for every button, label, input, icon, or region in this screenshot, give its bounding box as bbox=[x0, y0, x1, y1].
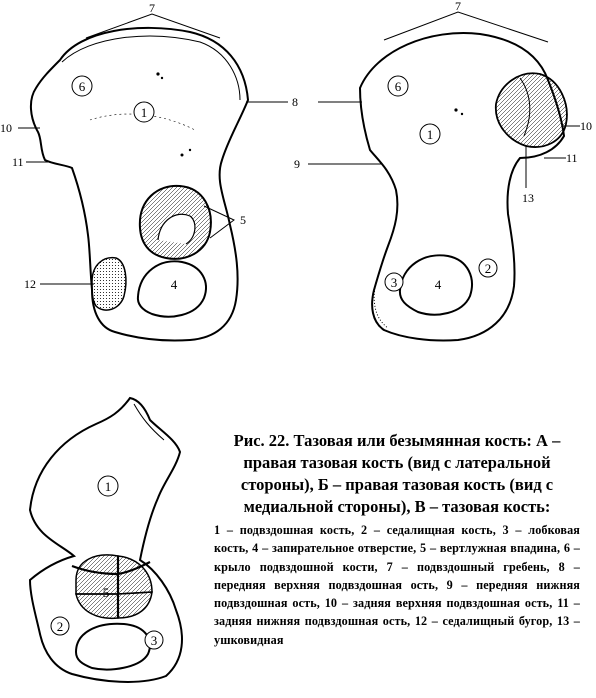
panel-a-label-6: 6 bbox=[78, 79, 86, 94]
panel-a-label-5: 5 bbox=[240, 213, 246, 227]
panel-a-label-11: 11 bbox=[12, 155, 24, 169]
panel-b-label-9: 9 bbox=[294, 157, 300, 171]
panel-a-ischial-tuberosity bbox=[92, 258, 126, 310]
caption-body: 1 – подвздошная кость, 2 – седалищная кость, 3 – лобковая кость, 4 – запирательное отверстие, 5 – вертлужная впадина, 6 – крыло подвздошной кости, 7 – подвздошный гребень, 8 – передняя верхняя подвздошная ость, 9 – передняя нижняя подвздошная ость, 10 – задняя верхняя подвздошная ость, 11 – задняя нижняя подвздошная ость, 12 – седалищный бугор, 13 – ушковидная bbox=[214, 523, 580, 647]
panel-b-label-2: 2 bbox=[484, 261, 492, 276]
panel-b-label-6: 6 bbox=[394, 79, 402, 94]
panel-c-obturator-foramen bbox=[76, 624, 150, 670]
panel-b-label-3: 3 bbox=[390, 275, 398, 290]
panel-a-label-12: 12 bbox=[24, 277, 36, 291]
panel-b-label-11: 11 bbox=[566, 151, 578, 165]
figure-caption bbox=[214, 430, 580, 649]
panel-a-label-7: 7 bbox=[149, 1, 155, 15]
panel-b-label-4: 4 bbox=[434, 277, 442, 292]
panel-c-label-1: 1 bbox=[104, 479, 112, 494]
panel-b-label-1: 1 bbox=[426, 127, 434, 142]
panel-b-label-13: 13 bbox=[522, 191, 534, 205]
panel-b-label-7: 7 bbox=[455, 0, 461, 13]
panel-b-medial-view bbox=[294, 0, 592, 341]
panel-a-lateral-view bbox=[0, 1, 298, 341]
panel-c-acetabulum bbox=[72, 555, 152, 618]
panel-a-label-10: 10 bbox=[0, 121, 12, 135]
caption-title: Рис. 22. Тазовая или безымянная кость: А – правая тазовая кость (вид с латеральной стороны), Б – правая тазовая кость (вид с медиальной стороны), В – тазовая кость: bbox=[233, 431, 561, 516]
panel-a-label-1: 1 bbox=[140, 105, 148, 120]
panel-c-label-5: 5 bbox=[102, 585, 110, 600]
panel-b-label-10: 10 bbox=[580, 119, 592, 133]
panel-a-label-8: 8 bbox=[292, 95, 298, 109]
panel-c-label-2: 2 bbox=[56, 619, 64, 634]
panel-c-label-3: 3 bbox=[150, 633, 158, 648]
panel-a-label-4: 4 bbox=[170, 277, 178, 292]
panel-c-bone-schema bbox=[30, 398, 182, 682]
